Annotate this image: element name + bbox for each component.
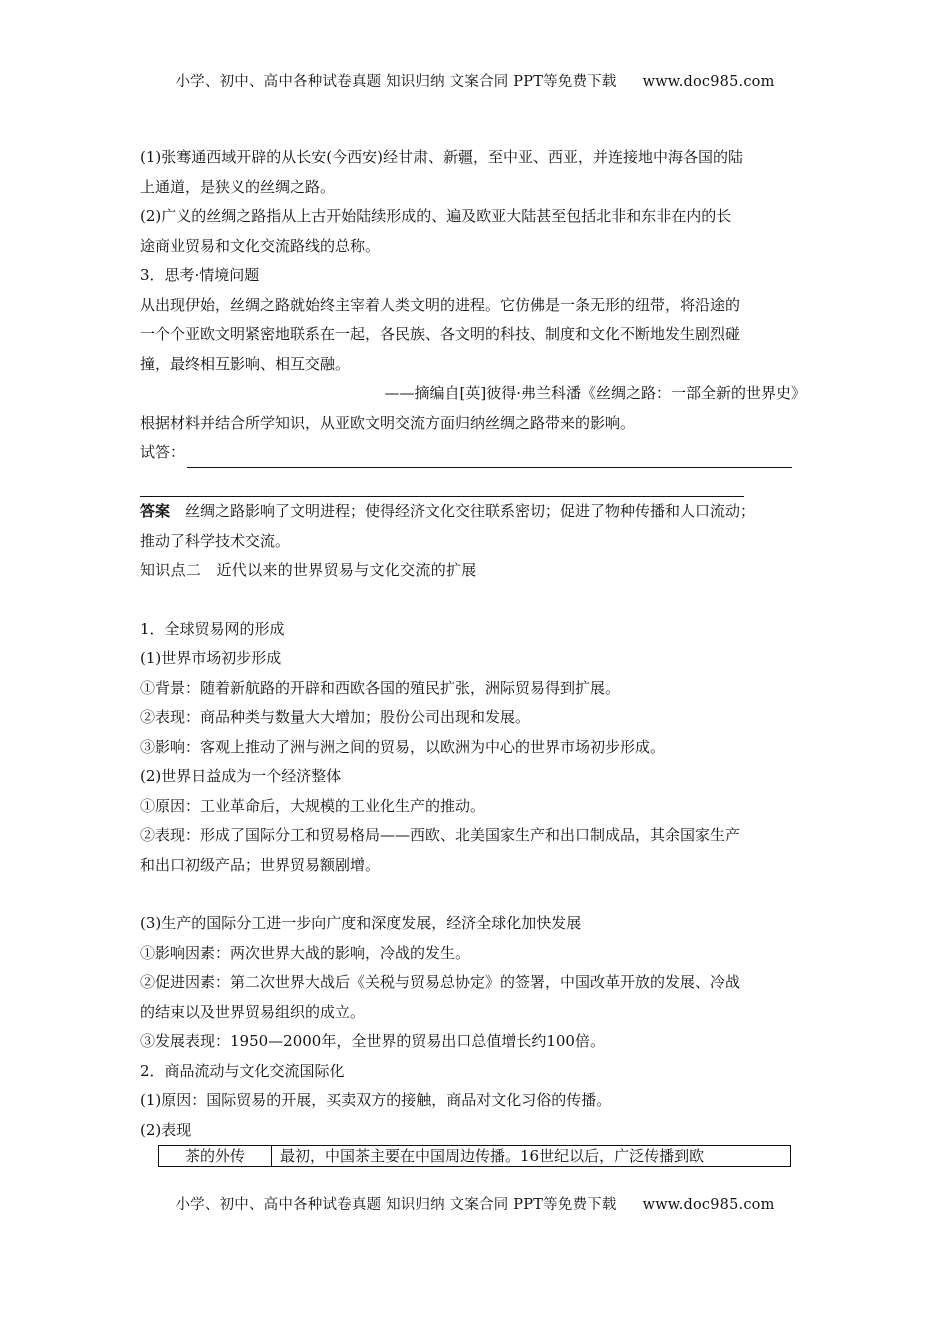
table-cell-label: 茶的外传 bbox=[159, 1146, 272, 1167]
answer-underline-2 bbox=[140, 482, 744, 497]
division-promotion-2: 的结束以及世界贸易组织的成立。 bbox=[140, 1002, 366, 1021]
economic-whole-cause: ①原因：工业革命后，大规模的工业化生产的推动。 bbox=[140, 796, 486, 815]
footer-site[interactable]: www.doc985.com bbox=[642, 1197, 775, 1213]
answer-title: 答案 bbox=[140, 502, 171, 520]
commodity-cause: (1)原因：国际贸易的开展，买卖双方的接触，商品对文化习俗的传播。 bbox=[140, 1091, 612, 1109]
economic-whole-manifestation-2: 和出口初级产品；世界贸易额剧增。 bbox=[140, 855, 381, 874]
answer-text-1: 丝绸之路影响了文明进程；使得经济文化交往联系密切；促进了物种传播和人口流动； bbox=[185, 502, 756, 520]
division-factors: ①影响因素：两次世界大战的影响，冷战的发生。 bbox=[140, 943, 471, 962]
division-development: ③发展表现：1950—2000年，全世界的贸易出口总值增长约100倍。 bbox=[140, 1032, 605, 1050]
answer-line1 bbox=[140, 497, 820, 527]
sub-economic-whole: (2)世界日益成为一个经济整体 bbox=[140, 767, 342, 785]
item2-line2: 途商业贸易和文化交流路线的总称。 bbox=[140, 236, 381, 255]
page-header bbox=[0, 70, 950, 91]
table-row bbox=[159, 1146, 791, 1167]
world-market-manifestation: ②表现：商品种类与数量大大增加；股份公司出现和发展。 bbox=[140, 708, 531, 726]
item1-line2: 上通道，是狭义的丝绸之路。 bbox=[140, 177, 336, 196]
spacer bbox=[140, 880, 820, 909]
world-market-impact: ③影响：客观上推动了洲与洲之间的贸易，以欧洲为中心的世界市场初步形成。 bbox=[140, 737, 666, 756]
answer-field[interactable] bbox=[140, 438, 820, 468]
economic-whole-manifestation-1: ②表现：形成了国际分工和贸易格局——西欧、北美国家生产和出口制成品，其余国家生产 bbox=[140, 826, 741, 844]
knowledge-point-title: 知识点二 近代以来的世界贸易与文化交流的扩展 bbox=[140, 561, 477, 579]
item2-line1: (2)广义的丝绸之路指从上古开始陆续形成的、遍及欧亚大陆甚至包括北非和东非在内的长 bbox=[140, 207, 732, 225]
heading-thinking: 3．思考·情境问题 bbox=[140, 266, 260, 284]
item1-line1: (1)张骞通西域开辟的从长安(今西安)经甘肃、新疆，至中亚、西亚，并连接地中海各国的陆 bbox=[140, 148, 743, 166]
table-cell-text: 最初，中国茶主要在中国周边传播。16世纪以后，广泛传播到欧 bbox=[272, 1146, 791, 1167]
answer-line2: 推动了科学技术交流。 bbox=[140, 531, 291, 550]
answer-field-2[interactable] bbox=[140, 468, 820, 498]
footer-tagline: 小学、初中、高中各种试卷真题 知识归纳 文案合同 PPT等免费下载 bbox=[175, 1197, 617, 1213]
spacer bbox=[140, 586, 820, 615]
answer-underline-1 bbox=[187, 454, 792, 468]
document-body bbox=[140, 143, 820, 1167]
page-footer bbox=[0, 1193, 950, 1214]
para-line3: 撞，最终相互影响、相互交融。 bbox=[140, 354, 351, 373]
world-market-background: ①背景：随着新航路的开辟和西欧各国的殖民扩张，洲际贸易得到扩展。 bbox=[140, 678, 621, 697]
manifestation-table bbox=[158, 1145, 791, 1167]
question: 根据材料并结合所学知识，从亚欧文明交流方面归纳丝绸之路带来的影响。 bbox=[140, 413, 636, 432]
sub-division-of-labor: (3)生产的国际分工进一步向广度和深度发展，经济全球化加快发展 bbox=[140, 914, 582, 932]
quote-source: ——摘编自[英]彼得·弗兰科潘《丝绸之路：一部全新的世界史》 bbox=[384, 384, 806, 402]
header-site[interactable]: www.doc985.com bbox=[642, 74, 775, 90]
para-line1: 从出现伊始，丝绸之路就始终主宰着人类文明的进程。它仿佛是一条无形的纽带，将沿途的 bbox=[140, 295, 741, 314]
heading-global-trade: 1．全球贸易网的形成 bbox=[140, 619, 285, 638]
division-promotion-1: ②促进因素：第二次世界大战后《关税与贸易总协定》的签署，中国改革开放的发展、冷战 bbox=[140, 973, 741, 991]
header-tagline: 小学、初中、高中各种试卷真题 知识归纳 文案合同 PPT等免费下载 bbox=[175, 74, 617, 90]
sub-world-market: (1)世界市场初步形成 bbox=[140, 649, 282, 667]
commodity-manifestation: (2)表现 bbox=[140, 1120, 192, 1139]
para-line2: 一个个亚欧文明紧密地联系在一起，各民族、各文明的科技、制度和文化不断地发生剧烈碰 bbox=[140, 325, 741, 343]
heading-commodity-flow: 2．商品流动与文化交流国际化 bbox=[140, 1061, 345, 1080]
answer-label: 试答： bbox=[140, 443, 186, 461]
